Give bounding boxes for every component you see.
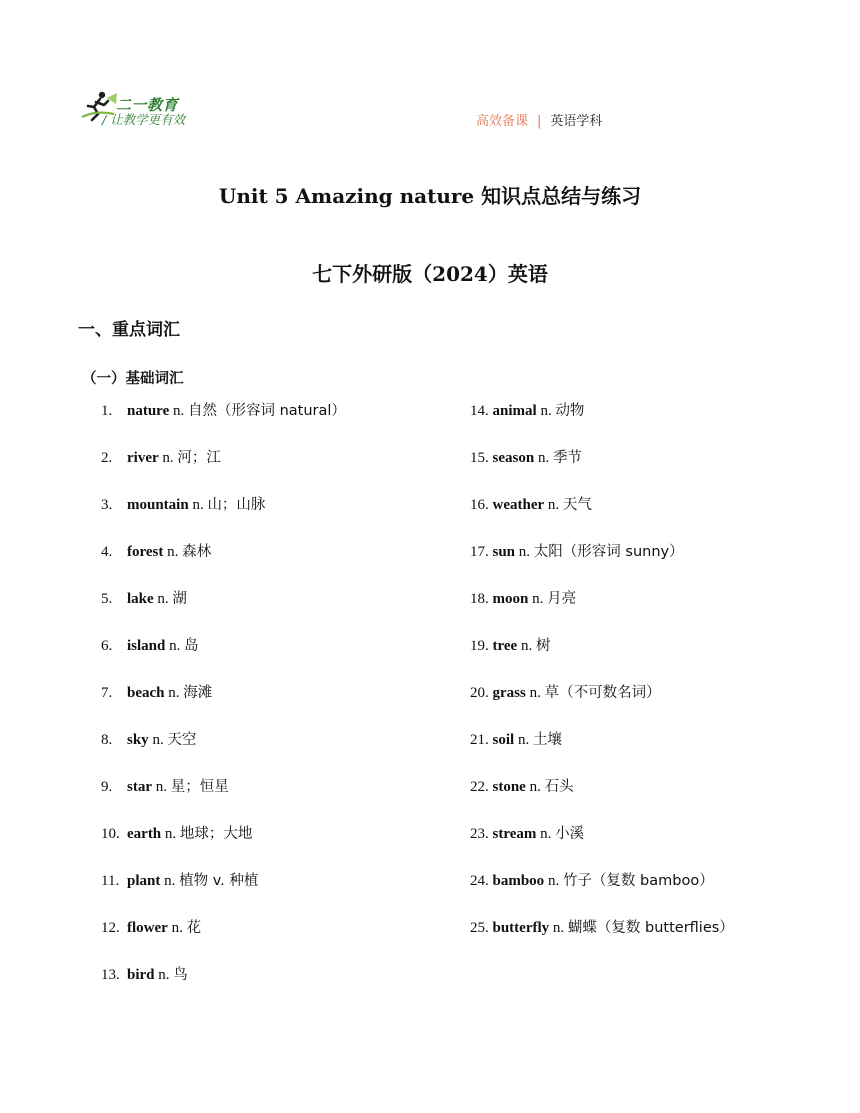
vocab-meaning: 鸟 [173,967,188,983]
vocab-word: lake [127,591,154,607]
vocab-word: plant [127,873,161,889]
vocab-item [101,963,188,984]
vocab-number: 4. [101,544,113,560]
vocab-meaning: 天气 [562,497,592,513]
vocab-part-of-speech: n. [192,497,204,513]
vocab-meaning: 月亮 [547,591,577,607]
vocab-item [470,446,582,467]
vocab-part-of-speech: n. [518,544,531,560]
logo-slogan: / 让教学更有效 [102,112,186,127]
vocab-part-of-speech: n. [157,591,169,607]
vocab-number: 9. [101,779,113,795]
vocab-item [470,775,574,796]
vocab-item [470,540,684,561]
vocab-part-of-speech: n. [540,403,552,419]
vocab-part-of-speech: n. [155,779,167,795]
vocab-number: 2. [101,450,113,466]
brand-logo [80,90,250,130]
vocab-part-of-speech: n. [532,591,544,607]
vocab-meaning: 草（不可数名词） [544,685,661,701]
vocab-word: bird [127,967,155,983]
vocab-number: 24. [470,873,489,889]
vocab-word: butterfly [492,920,550,936]
vocab-item [101,634,199,655]
vocab-word: tree [492,638,518,654]
vocab-item [101,775,229,796]
vocab-item [101,446,221,467]
vocab-word: stone [492,779,526,795]
vocab-word: river [127,450,159,466]
vocab-item [101,728,196,749]
vocab-meaning: 季节 [552,450,582,466]
vocab-meaning: 湖 [172,591,187,607]
vocab-meaning: 竹子（复数 bamboo） [562,873,714,889]
vocab-word: stream [492,826,537,842]
vocab-part-of-speech: n. [158,967,170,983]
vocab-part-of-speech: n. [168,685,180,701]
vocab-item [470,587,576,608]
vocab-word: soil [492,732,515,748]
vocab-meaning: 植物 v. 种植 [179,873,259,889]
vocab-number: 13. [101,967,120,983]
vocab-item [101,587,187,608]
vocab-meaning: 海滩 [183,685,213,701]
vocab-item [101,681,212,702]
vocab-meaning: 自然（形容词 natural） [187,403,346,419]
vocab-part-of-speech: n. [552,920,565,936]
vocab-item [470,634,550,655]
vocab-meaning: 地球；大地 [179,826,253,842]
vocab-number: 20. [470,685,489,701]
vocab-word: mountain [127,497,189,513]
vocab-number: 16. [470,497,489,513]
vocab-part-of-speech: n. [529,779,541,795]
vocab-number: 21. [470,732,489,748]
vocab-word: animal [492,403,537,419]
vocab-meaning: 树 [535,638,551,654]
vocab-number: 6. [101,638,113,654]
vocab-item [470,916,734,937]
vocab-number: 23. [470,826,489,842]
vocab-item [101,493,265,514]
vocab-part-of-speech: n. [169,638,181,654]
vocab-part-of-speech: n. [517,732,530,748]
vocab-number: 19. [470,638,489,654]
header-tags [476,110,602,129]
vocab-part-of-speech: n. [162,450,174,466]
vocab-meaning: 森林 [182,544,212,560]
vocab-number: 25. [470,920,489,936]
vocab-word: moon [492,591,529,607]
vocab-number: 17. [470,544,489,560]
vocab-word: star [127,779,152,795]
vocab-part-of-speech: n. [164,873,176,889]
vocab-word: beach [127,685,165,701]
vocab-part-of-speech: n. [547,497,560,513]
page-header [0,0,860,140]
vocab-word: earth [127,826,162,842]
vocab-part-of-speech: n. [520,638,533,654]
vocab-item [470,399,584,420]
header-separator: | [537,114,542,129]
vocab-meaning: 星；恒星 [170,779,229,795]
vocab-meaning: 土壤 [532,732,562,748]
vocab-item [470,728,562,749]
vocab-part-of-speech: n. [529,685,541,701]
vocab-item [101,916,201,937]
vocab-word: sky [127,732,149,748]
vocab-number: 3. [101,497,113,513]
vocab-part-of-speech: n. [171,920,183,936]
document-subtitle: 七下外研版（2024）英语 [312,262,548,286]
vocab-part-of-speech: n. [167,544,179,560]
vocab-number: 22. [470,779,489,795]
vocab-meaning: 小溪 [555,826,585,842]
vocab-word: flower [127,920,168,936]
vocab-word: forest [127,544,164,560]
vocab-item [470,869,714,890]
vocab-part-of-speech: n. [540,826,552,842]
vocab-number: 15. [470,450,489,466]
sub-heading: （一）基础词汇 [82,371,184,387]
vocab-meaning: 太阳（形容词 sunny） [533,544,684,560]
vocab-word: island [127,638,166,654]
vocab-word: sun [492,544,516,560]
vocab-item [101,869,258,890]
vocab-item [101,822,252,843]
vocab-part-of-speech: n. [537,450,550,466]
vocab-meaning: 河；江 [177,450,221,466]
vocab-part-of-speech: n. [547,873,560,889]
header-left-tag: 高效备课 [476,114,529,129]
vocab-number: 5. [101,591,113,607]
vocab-meaning: 花 [186,920,202,936]
vocab-number: 7. [101,685,113,701]
vocab-item [470,493,592,514]
vocab-part-of-speech: n. [172,403,185,419]
vocab-word: season [492,450,535,466]
vocab-number: 11. [101,873,120,889]
vocab-meaning: 岛 [184,638,199,654]
vocab-number: 14. [470,403,489,419]
vocab-word: bamboo [492,873,545,889]
vocab-word: weather [492,497,545,513]
vocab-number: 1. [101,403,113,419]
document-title: Unit 5 Amazing nature 知识点总结与练习 [218,184,642,208]
vocab-part-of-speech: n. [152,732,164,748]
vocab-meaning: 动物 [555,403,585,419]
vocab-meaning: 山；山脉 [207,497,266,513]
vocab-number: 12. [101,920,120,936]
vocab-meaning: 天空 [167,732,197,748]
section-heading: 一、重点词汇 [78,320,180,340]
vocab-meaning: 石头 [544,779,574,795]
vocab-number: 8. [101,732,113,748]
vocab-item [101,540,211,561]
vocab-word: nature [127,403,170,419]
logo-name: 二一教育 [116,96,179,114]
vocab-item [470,822,584,843]
vocab-number: 10. [101,826,120,842]
vocab-item [470,681,661,702]
vocab-word: grass [492,685,526,701]
vocab-part-of-speech: n. [164,826,177,842]
header-right-tag: 英语学科 [550,114,603,129]
vocab-item [101,399,346,420]
vocab-meaning: 蝴蝶（复数 butterflies） [567,920,734,936]
vocab-number: 18. [470,591,489,607]
